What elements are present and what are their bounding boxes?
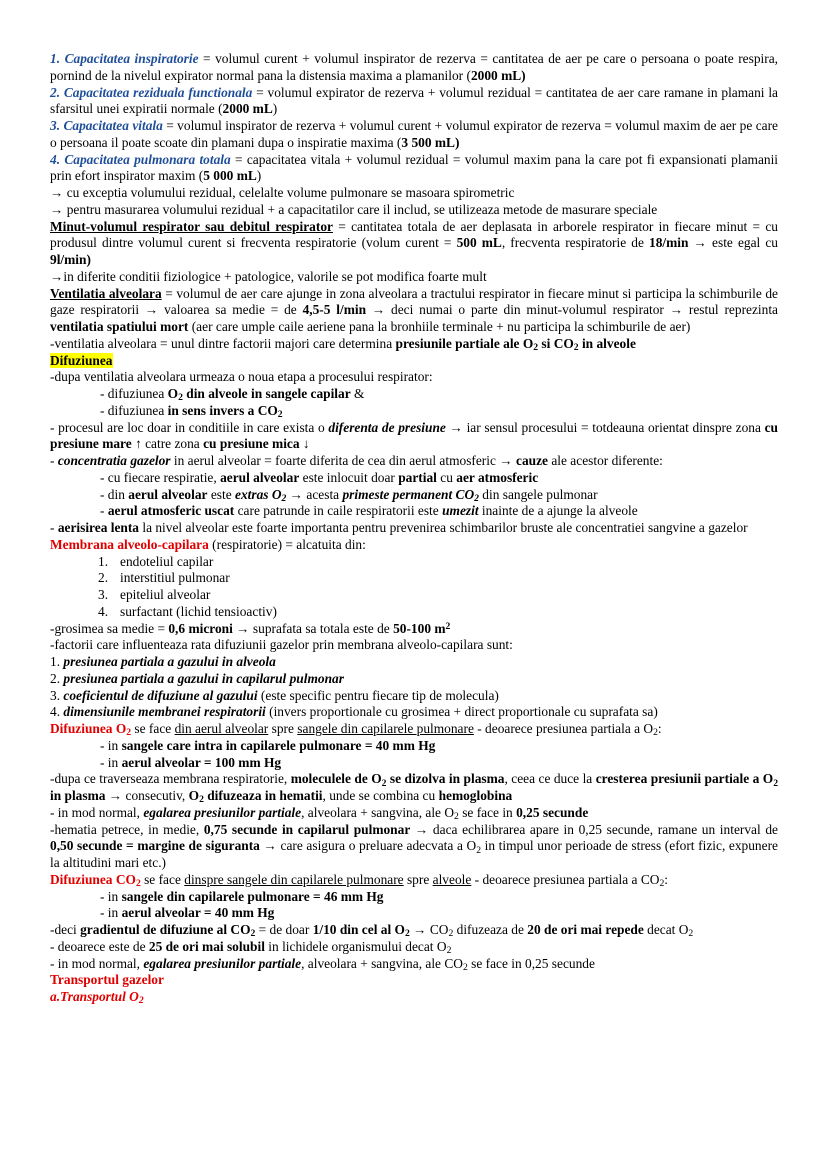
paragraph-aerisirea-lenta: - aerisirea lenta la nivel alveolar este foarte importanta pentru prevenirea schimbarilor bruste ale concentratiei sangvine a gazelor — [50, 520, 748, 535]
bullet-aer-40: - in aerul alveolar = 40 mm Hg — [100, 905, 275, 921]
bullet-sange-40: - in sangele care intra in capilarele pulmonare = 40 mm Hg — [100, 737, 436, 753]
paragraph-diferenta-presiune: - procesul are loc doar in conditiile in care exista o diferenta de presiune → iar sensul procesului = totdeauna orientat dinspre zona cu presiune mare ↑ catre zona cu presiune mica ↓ — [50, 419, 778, 452]
list-item: 3. epiteliul alveolar — [98, 587, 211, 602]
bullet-aer-100: - in aerul alveolar = 100 mm Hg — [100, 754, 282, 770]
bullet-difuziunea-co2: - difuziunea in sens invers a $CO_2$ — [100, 402, 283, 421]
factor-4: 4. dimensiunile membranei respiratorii (invers proportionale cu grosimea + direct proportionale cu suprafata sa) — [50, 704, 658, 720]
list-item: 4. surfactant (lichid tensioactiv) — [98, 603, 277, 619]
bullet-difuziunea-o2: - difuziunea $O_2$ din alveole in sangele capilar & — [100, 386, 365, 404]
paragraph-capacitatea-reziduala: 2. Capacitatea reziduala functionala = volumul expirator de rezerva + volumul rezidual = cantitatea de aer care ramane in plamani la sfarsitul unei expiratii normale (2000 mL) — [50, 84, 778, 117]
line-grosimea: -grosimea sa medie = 0,6 microni → suprafata sa totala este de 50-100 $m^2$ — [50, 620, 451, 636]
term-membrana-alveolo-capilara: Membrana alveolo-capilara — [50, 536, 209, 552]
heading-membrana: Membrana alveolo-capilara (respiratorie) = alcatuita din: — [50, 536, 366, 552]
bullet-aer-uscat: - aerul atmosferic uscat care patrunde in caile respiratorii este umezit inainte de a ajunge la alveole — [100, 503, 638, 519]
highlight-difuziunea: Difuziunea — [50, 352, 113, 368]
term-capacitatea-reziduala: Capacitatea reziduala functionala — [63, 84, 253, 100]
term-capacitatea-inspiratorie: Capacitatea inspiratorie — [64, 51, 199, 66]
bullet-aer-inlocuit: - cu fiecare respiratie, aerul alveolar este inlocuit doar partial cu aer atmosferic — [100, 469, 539, 485]
list-item: 2. interstitiul pulmonar — [98, 570, 230, 586]
paragraph-concentratia-gazelor: - concentratia gazelor in aerul alveolar = foarte diferita de cea din aerul atmosferic → cauze ale acestor diferente: — [50, 453, 663, 468]
note-metode-speciale: → pentru masurarea volumului rezidual + a capacitatilor care il includ, se utilizeaza metode de masurare speciale — [50, 201, 658, 217]
paragraph-factori-majori: -ventilatia alveolara = unul dintre factorii majori care determina presiunile partiale ale $O_2$ si $CO_2$ in alveole — [50, 335, 636, 354]
term-ventilatia-alveolara: Ventilatia alveolara — [50, 285, 162, 301]
line-egalarea-o2: - in mod normal, egalarea presiunilor partiale, alveolara + sangvina, ale $O_2$ se face in 0,25 secunde — [50, 804, 589, 823]
paragraph-capacitatea-pulmonara: 4. Capacitatea pulmonara totala = capacitatea vitala + volumul rezidual = volumul maxim pana la care pot fi expansionati plamanii prin efort inspirator maxim (5 000 mL) — [50, 151, 779, 184]
note-conditii: →in diferite conditii fiziologice + patologice, valorile se pot modifica foarte mult — [50, 268, 487, 284]
paragraph-minut-volum: Minut-volumul respirator sau debitul respirator = cantitatea totala de aer deplasata in arborele respirator in fiecare minut = cu produsul dintre volumul curent si frecventa respiratorie (volum curent = 500 mL, frecventa respiratorie de 18/min → este egal cu 9l/min) — [50, 218, 779, 267]
factor-1: 1. presiunea partiala a gazului in alveola — [50, 654, 276, 669]
bullet-sange-46: - in sangele din capilarele pulmonare = 46 mm Hg — [100, 888, 384, 904]
paragraph-hematia: -hematia petrece, in medie, 0,75 secunde in capilarul pulmonar → daca echilibrarea apare in 0,25 secunde, ramane un interval de 0,50 secunde = margine de siguranta → care asigura o preluare adecvata a $O_2$ in timpul unor perioade de stress (efort fizic, expunere la altitudini mari etc.) — [50, 821, 778, 870]
line-gradient: -deci gradientul de difuziune al $CO_2$ = de doar 1/10 din cel al $O_2 \to CO_2$ difuzeaza de 20 de ori mai repede decat $O_2$ — [50, 922, 694, 940]
heading-difuziunea-o2: Difuziunea $O_2$ se face din aerul alveolar spre sangele din capilarele pulmonare - deoarece presiunea partiala a $O_2$: — [50, 721, 662, 739]
term-capacitatea-vitala: Capacitatea vitala — [63, 118, 163, 133]
heading-transportul-gazelor: Transportul gazelor — [50, 972, 164, 988]
line-etapa-noua: -dupa ventilatia alveolara urmeaza o noua etapa a procesului respirator: — [50, 369, 433, 385]
term-minut-volum: Minut-volumul respirator sau debitul respirator — [50, 218, 333, 234]
paragraph-ventilatia-alveolara: Ventilatia alveolara = volumul de aer care ajunge in zona alveolara a tractului respirator in fiecare minut si participa la schimburile de gaze respiratorii → valoarea sa medie = de 4,5-5 l/min → deci numai o parte din minut-volumul respirator → restul reprezinta ventilatia spatiului mort (aer care umple caile aeriene pana la bronhiile terminale + nu participa la schimburile de aer) — [50, 285, 779, 334]
heading-transportul-o2: a.Transportul $O_2$ — [50, 989, 144, 1007]
factor-2: 2. presiunea partiala a gazului in capilarul pulmonar — [50, 670, 344, 686]
term-capacitatea-pulmonara: Capacitatea pulmonara totala — [64, 151, 231, 167]
line-factorii: -factorii care influenteaza rata difuziunii gazelor prin membrana alveolo-capilara sunt: — [50, 637, 513, 653]
paragraph-dizolvare: -dupa ce traverseaza membrana respiratorie, moleculele de $O_2$ se dizolva in plasma, ceea ce duce la cresterea presiunii partiale a $O_2$ in plasma → consecutiv, $O_2$ difuzeaza in hematii, unde se combina cu hemoglobina — [50, 771, 778, 806]
line-solubil: - deoarece este de 25 de ori mai solubil in lichidele organismului decat $O_2$ — [50, 938, 452, 957]
membrana-components-list — [50, 554, 778, 621]
bullet-extras-o2: - din aerul alveolar este extras $O_2$ → acesta primeste permanent $CO_2$ din sangele pulmonar — [100, 486, 598, 504]
note-spirometric: → cu exceptia volumului rezidual, celelalte volume pulmonare se masoara spirometric — [50, 185, 515, 200]
line-egalarea-co2: - in mod normal, egalarea presiunilor partiale, alveolara + sangvina, ale $CO_2$ se face in 0,25 secunde — [50, 955, 595, 973]
paragraph-capacitatea-vitala: 3. Capacitatea vitala = volumul inspirator de rezerva + volumul curent + volumul expirator de rezerva = volumul maxim de aer pe care o persoana il poate scoate din plamani dupa o inspiratie maxima (3 500 mL) — [50, 118, 778, 150]
paragraph-capacitatea-inspiratorie: 1. Capacitatea inspiratorie = volumul curent + volumul inspirator de rezerva = cantitatea de aer pe care o persoana o poate respira, pornind de la nivelul expirator normal pana la distensia maxima a plamanilor (2000 mL) — [50, 51, 778, 83]
factor-3: 3. coeficientul de difuziune al gazului (este specific pentru fiecare tip de molecula) — [50, 687, 499, 703]
list-item: 1. endoteliul capilar — [98, 553, 214, 569]
heading-difuziunea-co2: Difuziunea $CO_2$ se face dinspre sangele din capilarele pulmonare spre alveole - deoarece presiunea partiala a $CO_2$: — [50, 871, 668, 890]
heading-difuziunea — [50, 353, 778, 370]
